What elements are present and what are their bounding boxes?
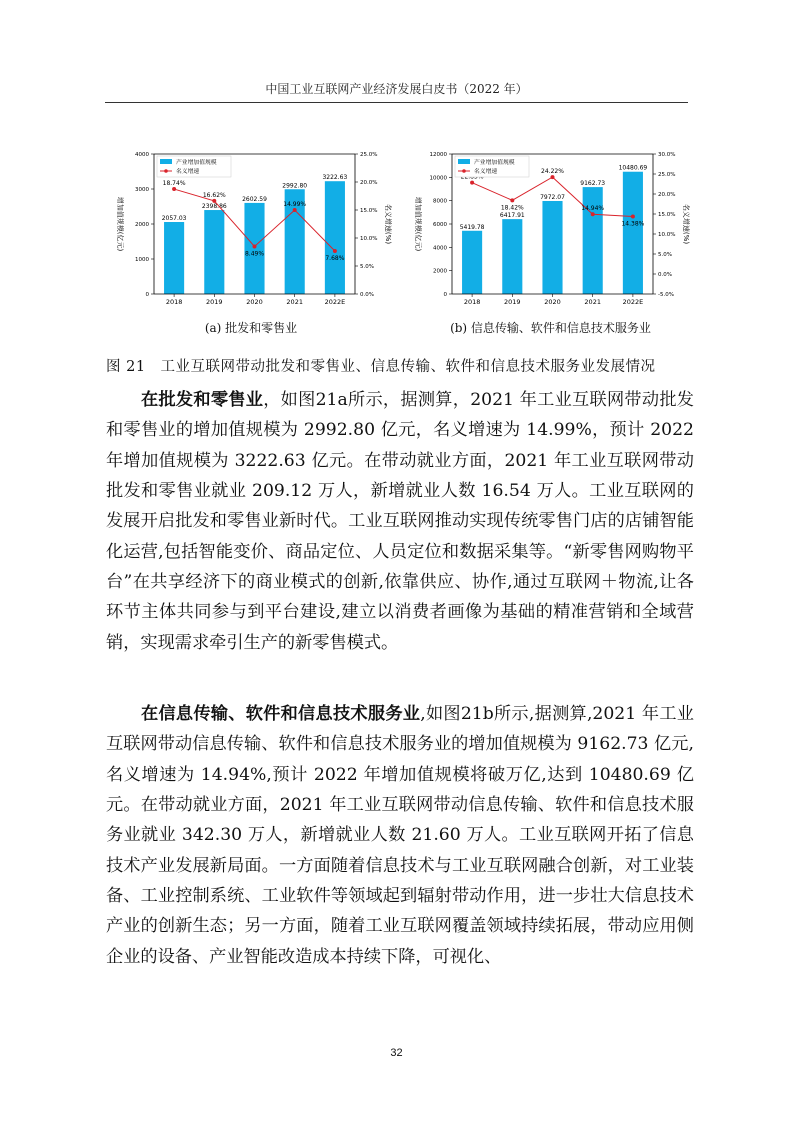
line-data-label: 18.42% bbox=[500, 204, 524, 212]
y-tick-label: 4000 bbox=[433, 245, 447, 252]
growth-rate-point bbox=[631, 214, 635, 218]
figure-caption: 图 21 工业互联网带动批发和零售业、信息传输、软件和信息技术服务业发展情况 bbox=[106, 359, 656, 375]
line-data-label: 14.38% bbox=[621, 220, 645, 228]
chart-wholesale-retail bbox=[110, 148, 392, 313]
y2-tick-label: 15.0% bbox=[658, 212, 676, 218]
line-data-label: 16.62% bbox=[202, 191, 226, 199]
y2-tick-label: 25.0% bbox=[658, 172, 676, 178]
legend-bar-label: 产业增加值规模 bbox=[474, 160, 515, 166]
y2-axis-title: 名义增速(%) bbox=[384, 203, 392, 245]
paragraph-infotech bbox=[106, 699, 694, 972]
growth-rate-point bbox=[591, 212, 595, 216]
growth-rate-point bbox=[293, 208, 297, 212]
header-rule bbox=[105, 102, 688, 103]
bar-data-label: 6417.91 bbox=[499, 212, 525, 220]
y-axis-title: 增加值规模(亿元) bbox=[116, 196, 124, 252]
chart-bar bbox=[325, 181, 345, 294]
legend-line-marker bbox=[164, 169, 168, 173]
y2-tick-label: 0.0% bbox=[658, 272, 672, 278]
y-tick-label: 12000 bbox=[429, 152, 447, 158]
y2-tick-label: 25.0% bbox=[360, 152, 378, 158]
x-tick-label: 2019 bbox=[504, 298, 521, 306]
bar-data-label: 9162.73 bbox=[580, 180, 606, 188]
legend-bar-swatch bbox=[458, 159, 470, 164]
y-tick-label: 1000 bbox=[135, 257, 149, 263]
bar-data-label: 2057.03 bbox=[161, 215, 187, 223]
y2-axis-title: 名义增速(%) bbox=[682, 203, 690, 245]
chart-info-tech-services bbox=[408, 148, 693, 313]
x-tick-label: 2022E bbox=[622, 298, 644, 306]
paragraph-wholesale bbox=[106, 385, 694, 658]
growth-rate-point bbox=[551, 175, 555, 179]
bar-data-label: 2398.86 bbox=[201, 203, 227, 211]
y2-tick-label: 10.0% bbox=[360, 236, 378, 242]
chart-bar bbox=[542, 201, 562, 294]
chart-bar bbox=[502, 219, 522, 294]
chart-bar bbox=[623, 172, 643, 294]
paragraph-lead: 在批发和零售业 bbox=[141, 390, 264, 410]
bar-data-label: 7972.07 bbox=[540, 193, 565, 201]
paragraph-body: ,如图21b所示,据测算,2021 年工业互联网带动信息传输、软件和信息技术服务业的增加值规模为 9162.73 亿元,名义增速为 14.94%,预计 2022 年增加值规模将破万亿,达到 10480.69 亿元。在带动就业方面，2021 年工业互联网带动信息传输、软件和信息技术服务业就业 342.30 万人，新增就业人数 21.60 万人。工业互联网开拓了信息技术产业发展新局面。一方面随着信息技术与工业互联网融合创新，对工业装备、工业控制系统、工业软件等领域起到辐射带动作用，进一步壮大信息技术产业的创新生态；另一方面，随着工业互联网覆盖领域持续拓展，带动应用侧企业的设备、产业智能改造成本持续下降，可视化、 bbox=[106, 704, 694, 967]
bar-data-label: 2602.59 bbox=[242, 195, 267, 203]
y-tick-label: 3000 bbox=[135, 187, 149, 193]
growth-rate-point bbox=[470, 181, 474, 185]
line-data-label: 8.49% bbox=[244, 250, 265, 258]
growth-rate-point bbox=[333, 249, 337, 253]
y-axis-title: 增加值规模(亿元) bbox=[414, 196, 422, 252]
y-tick-label: 8000 bbox=[433, 198, 447, 205]
y2-tick-label: 10.0% bbox=[658, 232, 676, 238]
legend-bar-swatch bbox=[160, 159, 172, 164]
line-data-label: 24.22% bbox=[541, 168, 564, 176]
chart-bar bbox=[164, 222, 184, 294]
paragraph-lead: 在信息传输、软件和信息技术服务业 bbox=[141, 704, 421, 724]
growth-rate-point bbox=[253, 244, 257, 248]
y-tick-label: 10000 bbox=[429, 175, 447, 182]
y2-tick-label: 0.0% bbox=[360, 292, 374, 298]
x-tick-label: 2021 bbox=[584, 298, 601, 306]
y-tick-label: 6000 bbox=[433, 222, 447, 228]
chart-bar bbox=[204, 210, 224, 294]
bar-data-label: 3222.63 bbox=[322, 174, 348, 182]
chart-a-caption: (a) 批发和零售业 bbox=[204, 321, 298, 335]
legend-line-label: 名义增速 bbox=[474, 169, 498, 175]
y-tick-label: 4000 bbox=[135, 152, 149, 158]
line-data-label: 14.94% bbox=[581, 205, 605, 213]
bar-data-label: 10480.69 bbox=[618, 164, 648, 172]
legend-bar-label: 产业增加值规模 bbox=[176, 160, 217, 166]
y2-tick-label: 20.0% bbox=[360, 180, 378, 186]
y2-tick-label: 20.0% bbox=[658, 192, 676, 198]
bar-data-label: 5419.78 bbox=[459, 223, 485, 231]
y-tick-label: 2000 bbox=[433, 268, 447, 275]
running-header: 中国工业互联网产业经济发展白皮书（2022 年） bbox=[265, 82, 528, 96]
y2-tick-label: 5.0% bbox=[658, 252, 672, 258]
y-tick-label: 0 bbox=[145, 292, 149, 298]
page-number: 32 bbox=[390, 1047, 403, 1059]
x-tick-label: 2021 bbox=[286, 298, 303, 306]
y2-tick-label: 30.0% bbox=[658, 152, 676, 158]
bar-data-label: 2992.80 bbox=[282, 182, 308, 190]
chart-bar bbox=[462, 231, 482, 294]
y-tick-label: 2000 bbox=[135, 222, 149, 228]
paragraph-body: ，如图21a所示，据测算，2021 年工业互联网带动批发和零售业的增加值规模为 2992.80 亿元，名义增速为 14.99%，预计 2022 年增加值规模为 3222.63 亿元。在带动就业方面，2021 年工业互联网带动批发和零售业就业 209.12 万人，新增就业人数 16.54 万人。工业互联网的发展开启批发和零售业新时代。工业互联网推动实现传统零售门店的店铺智能化运营,包括智能变价、商品定位、人员定位和数据采集等。“新零售网购物平台”在共享经济下的商业模式的创新,依靠供应、协作,通过互联网＋物流,让各环节主体共同参与到平台建设,建立以消费者画像为基础的精准营销和全域营销，实现需求牵引生产的新零售模式。 bbox=[106, 390, 694, 653]
line-data-label: 7.68% bbox=[325, 254, 345, 262]
x-tick-label: 2018 bbox=[165, 298, 183, 306]
y2-tick-label: 5.0% bbox=[360, 264, 374, 270]
y2-tick-label: -5.0% bbox=[658, 292, 674, 298]
x-tick-label: 2020 bbox=[246, 298, 263, 306]
y-tick-label: 0 bbox=[443, 292, 447, 298]
growth-rate-point bbox=[172, 187, 176, 191]
growth-rate-point bbox=[510, 198, 514, 202]
chart-b-caption: (b) 信息传输、软件和信息技术服务业 bbox=[450, 321, 651, 335]
x-tick-label: 2020 bbox=[544, 298, 561, 306]
legend-line-marker bbox=[462, 169, 466, 173]
x-tick-label: 2022E bbox=[324, 298, 346, 306]
chart-bar bbox=[583, 187, 603, 294]
line-data-label: 14.99% bbox=[283, 201, 307, 209]
x-tick-label: 2019 bbox=[206, 298, 223, 306]
line-data-label: 18.74% bbox=[162, 180, 186, 188]
y2-tick-label: 15.0% bbox=[360, 208, 378, 214]
x-tick-label: 2018 bbox=[463, 298, 481, 306]
legend-line-label: 名义增速 bbox=[176, 169, 200, 175]
growth-rate-point bbox=[212, 199, 216, 203]
